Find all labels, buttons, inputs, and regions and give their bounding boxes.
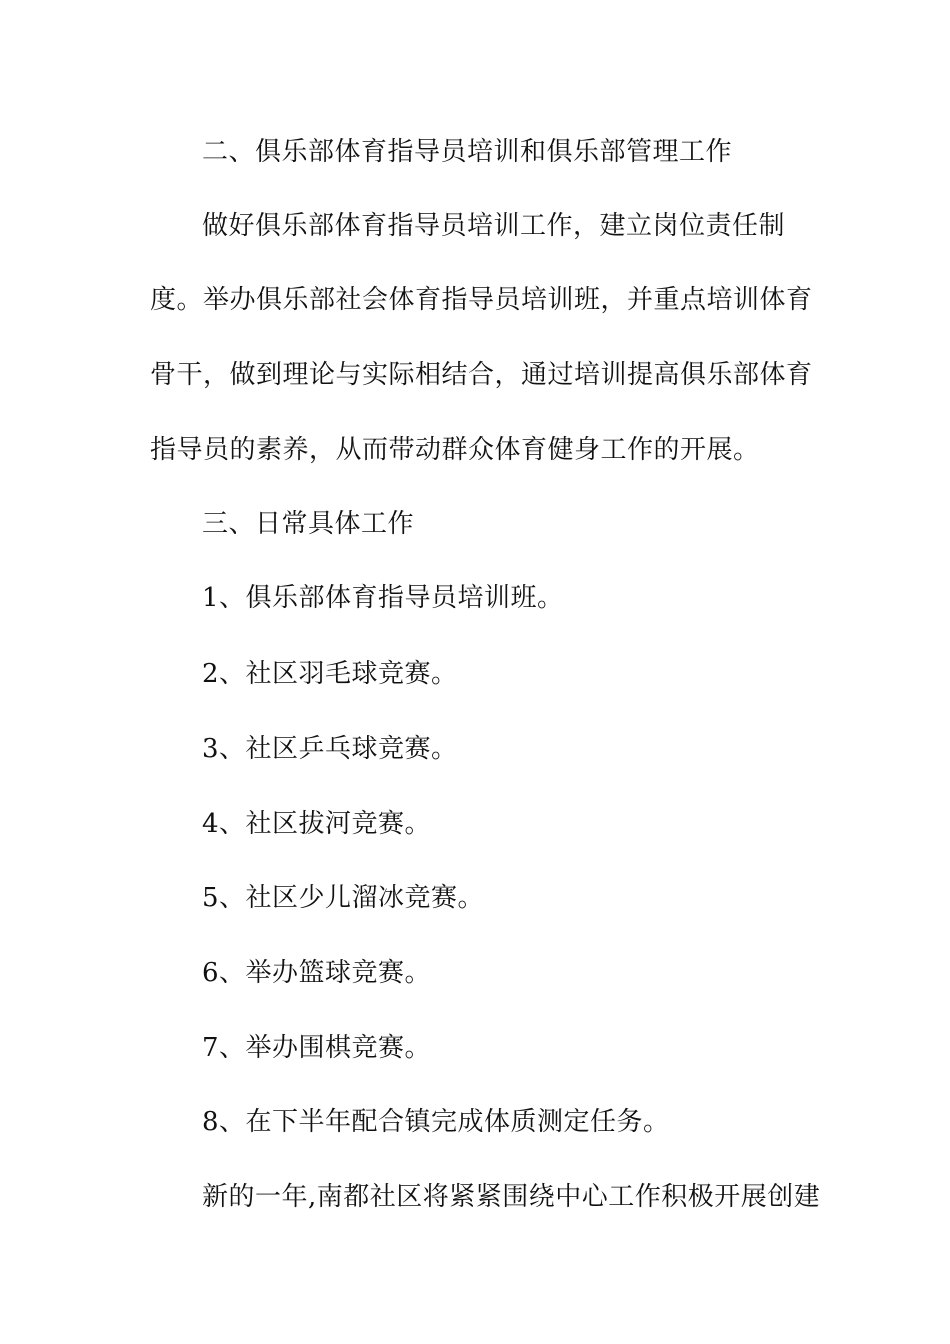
list-item: 8、在下半年配合镇完成体质测定任务。	[202, 1107, 670, 1137]
section-heading-3: 三、日常具体工作	[202, 509, 415, 539]
paragraph-line: 指导员的素养，从而带动群众体育健身工作的开展。	[150, 435, 760, 465]
list-item: 1、俱乐部体育指导员培训班。	[202, 583, 564, 613]
paragraph-line: 做好俱乐部体育指导员培训工作，建立岗位责任制	[202, 211, 786, 241]
section-heading-2: 二、俱乐部体育指导员培训和俱乐部管理工作	[202, 137, 733, 167]
paragraph-line: 骨干，做到理论与实际相结合，通过培训提高俱乐部体育	[150, 360, 813, 390]
paragraph-line: 度。举办俱乐部社会体育指导员培训班，并重点培训体育	[150, 285, 813, 315]
list-item: 3、社区乒乓球竞赛。	[202, 734, 458, 764]
list-item: 7、举办围棋竞赛。	[202, 1033, 432, 1063]
paragraph-line: 新的一年,南都社区将紧紧围绕中心工作积极开展创建	[202, 1182, 821, 1212]
list-item: 5、社区少儿溜冰竞赛。	[202, 883, 485, 913]
list-item: 2、社区羽毛球竞赛。	[202, 659, 458, 689]
list-item: 4、社区拔河竞赛。	[202, 809, 432, 839]
list-item: 6、举办篮球竞赛。	[202, 958, 432, 988]
